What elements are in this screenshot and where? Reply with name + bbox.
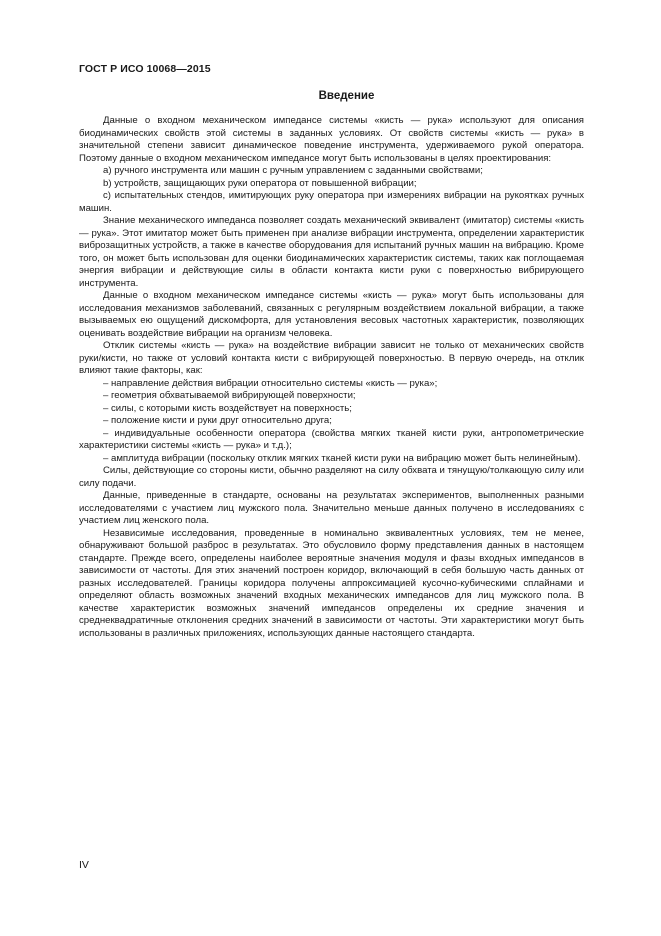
page-number: IV xyxy=(79,859,89,871)
paragraph: Независимые исследования, проведенные в номинально эквивалентных условиях, тем не менее, обнаруживают большой разброс в результатах. Это обусловило форму представления данных в настоящем стандарте. Прежде всего, определены наиболее вероятные значения модуля и фазы входных импедансов в зависимости от частоты. Для этих значений построен коридор, включающий в себя большую часть данных от разных исследователей. Границы коридора получены аппроксимацией кусочно-кубическими сплайнами и определяют область возможных значений входных механических импедансов для лиц мужского пола. В качестве характеристик возможных значений импедансов определены их средние значения и среднеквадратичные отклонения средних значений в зависимости от частоты. Эти характеристики могут быть использованы в различных приложениях, использующих данные настоящего стандарта. xyxy=(79,527,584,639)
list-item: – индивидуальные особенности оператора (свойства мягких тканей кисти руки, антропометрические характеристики системы «кисть — рука» и т.д.); xyxy=(79,427,584,451)
list-item: – геометрия обхватываемой вибрирующей поверхности; xyxy=(103,390,356,401)
list-item: b) устройств, защищающих руки оператора от повышенной вибрации; xyxy=(103,177,417,189)
paragraph: Данные, приведенные в стандарте, основаны на результатах экспериментов, выполненных разными исследователями с участием лиц мужского пола. Значительно меньше данных получено в исследованиях с участием лиц женского пола. xyxy=(79,490,584,526)
section-body xyxy=(79,115,584,640)
list-item: – амплитуда вибрации (поскольку отклик мягких тканей кисти руки на вибрацию может быть нелинейным). xyxy=(103,452,581,464)
paragraph: Данные о входном механическом импедансе системы «кисть — рука» могут быть использованы для исследования механизмов заболеваний, связанных с регулярным воздействием локальной вибрации, а также вызываемых ею ощущений дискомфорта, для установления весовых частотных характеристик, позволяющих оценивать воздействие вибрации на организм человека. xyxy=(79,290,584,339)
document-header: ГОСТ Р ИСО 10068—2015 xyxy=(79,63,211,75)
list-item: – направление действия вибрации относительно системы «кисть — рука»; xyxy=(103,377,438,389)
list-item: a) ручного инструмента или машин с ручным управлением с заданными свойствами; xyxy=(103,165,483,176)
paragraph: Силы, действующие со стороны кисти, обычно разделяют на силу обхвата и тянущую/толкающую силу или силу подачи. xyxy=(79,465,584,489)
section-title: Введение xyxy=(318,90,375,102)
paragraph: Знание механического импеданса позволяет создать механический эквивалент (имитатор) системы «кисть — рука». Этот имитатор может быть применен при анализе вибрации инструмента, определении характеристик виброзащитных устройств, а также в качестве оборудования для испытаний ручных машин на вибрацию. Кроме того, он может быть использован для оценки биодинамических характеристик системы, таких как поглощаемая энергия вибрации и действующие силы в области контакта кисти руки с поверхностью вибрирующего инструмента. xyxy=(79,215,584,289)
paragraph: Отклик системы «кисть — рука» на воздействие вибрации зависит не только от механических свойств руки/кисти, но также от условий контакта кисти с вибрирующей поверхностью. В первую очередь, на отклик влияют такие факторы, как: xyxy=(79,340,584,376)
list-item: – положение кисти и руки друг относительно друга; xyxy=(103,415,332,426)
paragraph: Данные о входном механическом импедансе системы «кисть — рука» используют для описания биодинамических свойств этой системы в заданных условиях. От свойств системы «кисть — рука» в значительной степени зависит динамическое поведение инструмента, удерживаемого рукой оператора. Поэтому данные о входном механическом импедансе могут быть использованы в целях проектирования: xyxy=(79,115,584,164)
list-item: – силы, с которыми кисть воздействует на поверхность; xyxy=(103,402,352,414)
list-item: c) испытательных стендов, имитирующих руку оператора при измерениях вибрации на рукоятках ручных машин. xyxy=(79,190,584,214)
